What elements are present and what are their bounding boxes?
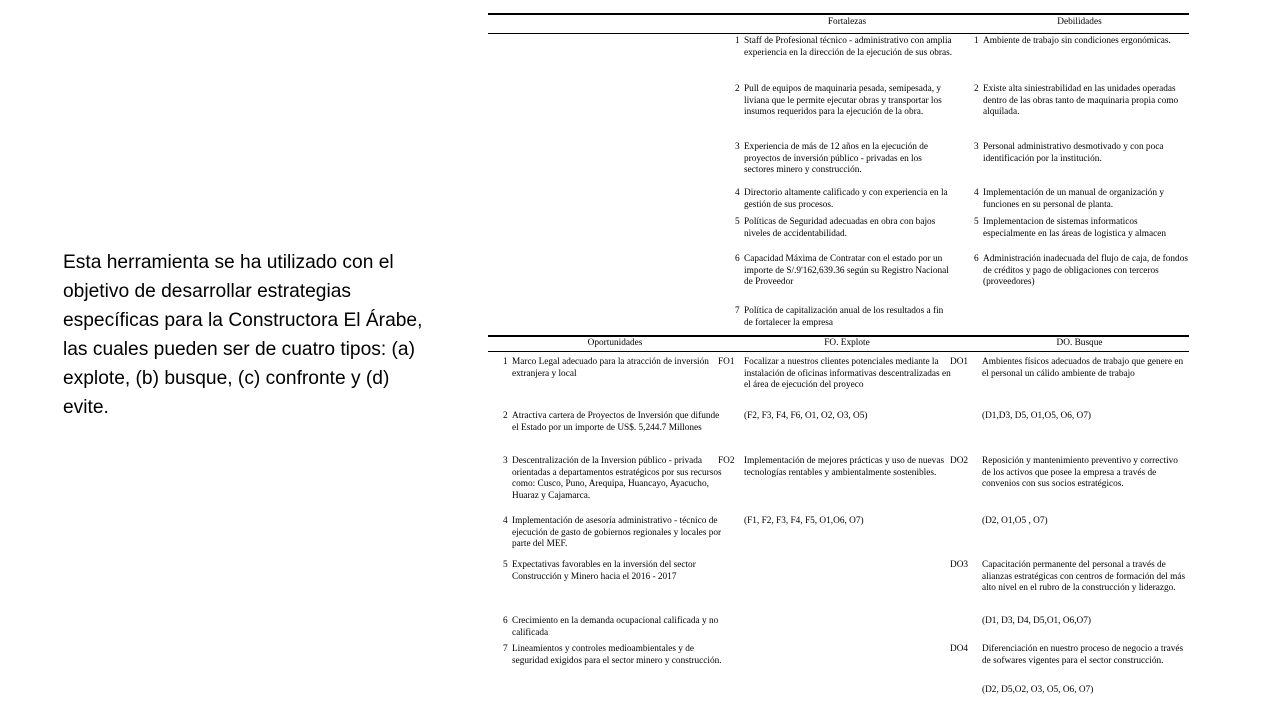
item-text: Personal administrativo desmotivado y con poca identificación por la institución. [983, 142, 1164, 164]
item-text: Políticas de Seguridad adecuadas en obra con bajos niveles de accidentabilidad. [744, 217, 936, 239]
strategy-code: DO4 [950, 644, 969, 654]
do-refs: (D2, O1,O5 , O7) [982, 516, 1048, 526]
item-number: 4 [735, 188, 740, 198]
strategy-text: Implementación de mejores prácticas y uso de nuevas tecnologías rentables y ambientalmente sostenibles. [744, 456, 945, 478]
strategy-code: FO2 [718, 456, 735, 466]
item-number: 2 [974, 84, 979, 94]
strategy-text: Ambientes físicos adecuados de trabajo que genere en el personal un cálido ambiente de trabajo [982, 357, 1184, 379]
item-number: 4 [974, 188, 979, 198]
fo-refs: (F2, F3, F4, F6, O1, O2, O3, O5) [744, 411, 868, 421]
strategy-code: FO1 [718, 357, 735, 367]
do-refs: (D2, D5,O2, O3, O5, O6, O7) [982, 685, 1094, 695]
strategy-text: Diferenciación en nuestro proceso de negocio a través de sofwares vigentes para el sector construcción. [982, 644, 1184, 666]
item-number: 1 [503, 357, 508, 367]
item-text: Pull de equipos de maquinaria pesada, semipesada, y liviana que le permite ejecutar obras y transportar los insumos requeridos para la ejecución de la obra. [744, 84, 942, 118]
strategy-text: Capacitación permanente del personal a través de alianzas estratégicas con centros de formación del más alto nivel en el rubro de la construcción y liderazgo. [982, 560, 1186, 594]
item-number: 5 [974, 217, 979, 227]
header-debilidades: Debilidades [1057, 17, 1102, 27]
item-text: Expectativas favorables en la inversión del sector Construcción y Minero hacia el 2016 - 2017 [512, 560, 696, 582]
strategy-text: Focalizar a nuestros clientes potenciales mediante la instalación de oficinas informativas descentralizadas en el área de ejecución del proyeco [744, 357, 951, 391]
strategy-code: DO1 [950, 357, 969, 367]
item-text: Descentralización de la Inversion público - privada orientadas a departamentos estratégicos por sus recursos como: Cusco, Puno, Arequipa, Huancayo, Ayacucho, Huaraz y Cajamarca. [512, 456, 722, 501]
top-rule [488, 13, 1189, 15]
item-text: Staff de Profesional técnico - administrativo con amplia experiencia en la dirección de la ejecución de sus obras. [744, 36, 953, 58]
header-fortalezas: Fortalezas [827, 17, 867, 27]
item-text: Implementacion de sistemas informaticos especialmente en las áreas de logistica y almacen [983, 217, 1167, 239]
item-number: 7 [503, 644, 508, 654]
header-do-busque: DO. Busque [1056, 338, 1103, 348]
strategy-text: Reposición y mantenimiento preventivo y correctivo de los activos que posee la empresa a través de convenios con sus socios estratégicos. [982, 456, 1178, 490]
middle-rule [488, 335, 1189, 337]
item-number: 1 [974, 36, 979, 46]
item-text: Ambiente de trabajo sin condiciones ergonómicas. [983, 36, 1171, 46]
item-text: Atractiva cartera de Proyectos de Inversión que difunde el Estado por un importe de US$. 5,244.7 Millones [512, 411, 720, 433]
item-text: Directorio altamente calificado y con experiencia en la gestión de sus procesos. [744, 188, 948, 210]
item-number: 6 [503, 616, 508, 626]
item-number: 5 [503, 560, 508, 570]
header-rule [488, 33, 1189, 34]
item-number: 1 [735, 36, 740, 46]
foda-matrix-table [488, 13, 1189, 713]
item-text: Capacidad Máxima de Contratar con el estado por un importe de S/.9'162,639.36 según su Registro Nacional de Proveedor [744, 254, 949, 288]
do-refs: (D1, D3, D4, D5,O1, O6,O7) [982, 616, 1091, 626]
item-text: Lineamientos y controles medioambientales y de seguridad exigidos para el sector minero y construcción. [512, 644, 722, 666]
header-fo-explote: FO. Explote [824, 338, 870, 348]
slide-body-text: Esta herramienta se ha utilizado con el objetivo de desarrollar estrategias específicas para la Constructora El Árabe, las cuales pueden ser de cuatro tipos: (a) explote, (b) busque, (c) confronte y (d) evite. [63, 252, 423, 418]
item-number: 3 [503, 456, 508, 466]
item-number: 6 [974, 254, 979, 264]
item-text: Administración inadecuada del flujo de caja, de fondos de créditos y pago de obligaciones con terceros (proveedores) [983, 254, 1188, 288]
item-text: Política de capitalización anual de los resultados a fin de fortalecer la empresa [744, 306, 944, 328]
item-number: 3 [735, 142, 740, 152]
do-refs: (D1,D3, D5, O1,O5, O6, O7) [982, 411, 1091, 421]
item-text: Implementación de asesoría administrativo - técnico de ejecución de gasto de gobiernos regionales y locales por parte del MEF. [512, 516, 722, 550]
item-number: 5 [735, 217, 740, 227]
strategy-code: DO2 [950, 456, 969, 466]
item-number: 2 [735, 84, 740, 94]
item-number: 3 [974, 142, 979, 152]
item-number: 2 [503, 411, 508, 421]
item-number: 4 [503, 516, 508, 526]
subheader-rule [488, 351, 1189, 352]
item-text: Experiencia de más de 12 años en la ejecución de proyectos de inversión público - privadas en los sectores minero y construcción. [744, 142, 929, 176]
item-text: Crecimiento en la demanda ocupacional calificada y no calificada [512, 616, 719, 638]
item-text: Marco Legal adecuado para la atracción de inversión extranjera y local [512, 357, 709, 379]
item-number: 7 [735, 306, 740, 316]
strategy-code: DO3 [950, 560, 969, 570]
header-oportunidades: Oportunidades [587, 338, 643, 348]
fo-refs: (F1, F2, F3, F4, F5, O1,O6, O7) [744, 516, 864, 526]
item-text: Existe alta siniestrabilidad en las unidades operadas dentro de las obras tanto de maquinaria propia como alquilada. [983, 84, 1179, 118]
item-number: 6 [735, 254, 740, 264]
item-text: Implementación de un manual de organización y funciones en su personal de planta. [983, 188, 1165, 210]
